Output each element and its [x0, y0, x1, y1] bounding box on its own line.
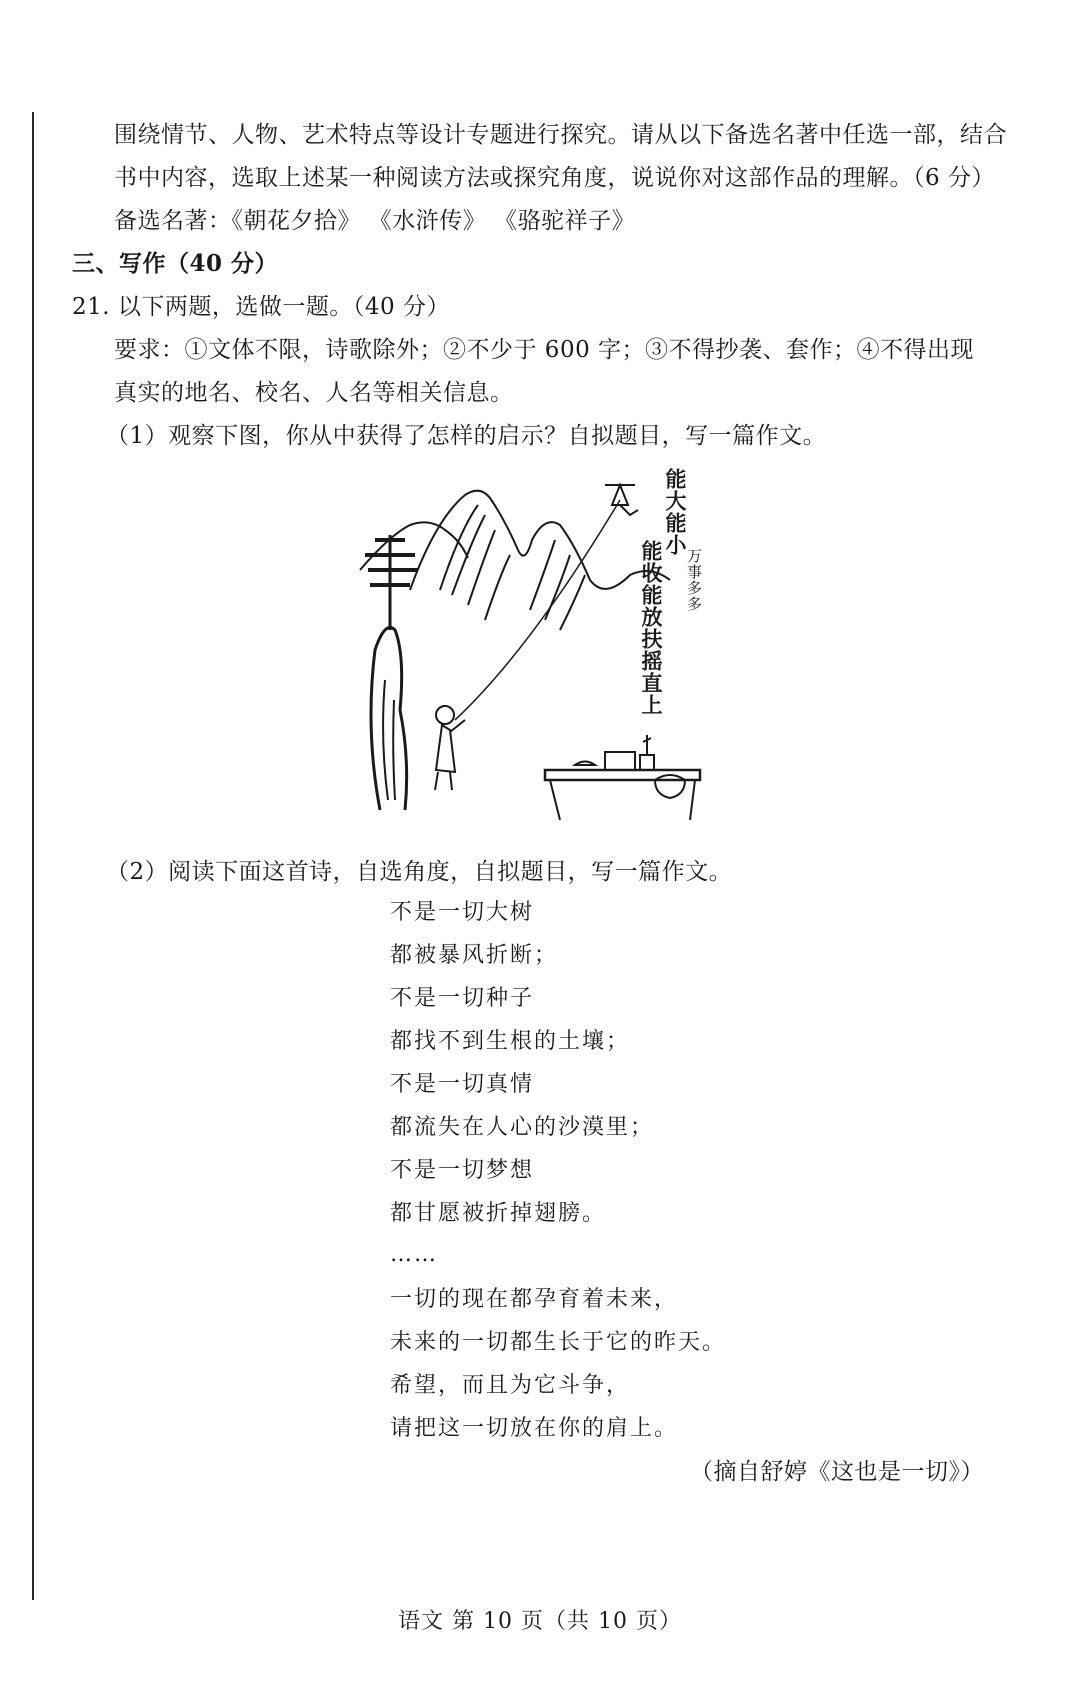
page-footer: 语文 第 10 页（共 10 页）: [398, 1609, 682, 1634]
binding-margin-line: [32, 112, 34, 1600]
poem-line: 都被暴风折断；: [390, 943, 559, 968]
poem-line: 不是一切种子: [390, 986, 535, 1011]
intro-line-2: 书中内容，选取上述某一种阅读方法或探究角度，说说你对这部作品的理解。（6 分）: [114, 165, 995, 191]
poem-line: 都流失在人心的沙漠里；: [390, 1115, 655, 1140]
poem-line: 希望，而且为它斗争，: [390, 1373, 631, 1398]
poem-line: 不是一切真情: [390, 1072, 535, 1097]
caption-column-1: 能大能小: [663, 468, 688, 556]
poem-line: 未来的一切都生长于它的昨天。: [390, 1330, 727, 1355]
requirements-line-2: 真实的地名、校名、人名等相关信息。: [114, 380, 514, 406]
poem-line: 不是一切梦想: [390, 1158, 535, 1183]
section-title: 三、写作（40 分）: [72, 250, 279, 277]
option-2-prompt: （2）阅读下面这首诗，自选角度，自拟题目，写一篇作文。: [106, 859, 733, 885]
book-options: 备选名著：《朝花夕拾》 《水浒传》 《骆驼祥子》: [114, 208, 636, 234]
poem-line: 都找不到生根的土壤；: [390, 1029, 631, 1054]
poem-ellipsis: ……: [390, 1242, 438, 1267]
poem-line: 一切的现在都孕育着未来，: [390, 1287, 679, 1312]
option-1-prompt: （1）观察下图，你从中获得了怎样的启示？自拟题目，写一篇作文。: [106, 423, 827, 449]
poem-source: （摘自舒婷《这也是一切》）: [690, 1459, 984, 1485]
intro-line-1: 围绕情节、人物、艺术特点等设计专题进行探究。请从以下备选名著中任选一部，结合: [114, 122, 1007, 148]
poem-line: 不是一切大树: [390, 900, 535, 925]
poem-line: 请把这一切放在你的肩上。: [390, 1416, 679, 1441]
caption-small-text: 万事多多: [685, 548, 703, 612]
caption-column-2: 能收能放扶摇直上: [639, 540, 664, 716]
poem-line: 都甘愿被折掉翅膀。: [390, 1201, 607, 1226]
question-header: 21. 以下两题，选做一题。（40 分）: [72, 294, 450, 320]
requirements-line-1: 要求：①文体不限，诗歌除外；②不少于 600 字；③不得抄袭、套作；④不得出现: [114, 337, 975, 363]
kite-illustration: [350, 468, 740, 825]
